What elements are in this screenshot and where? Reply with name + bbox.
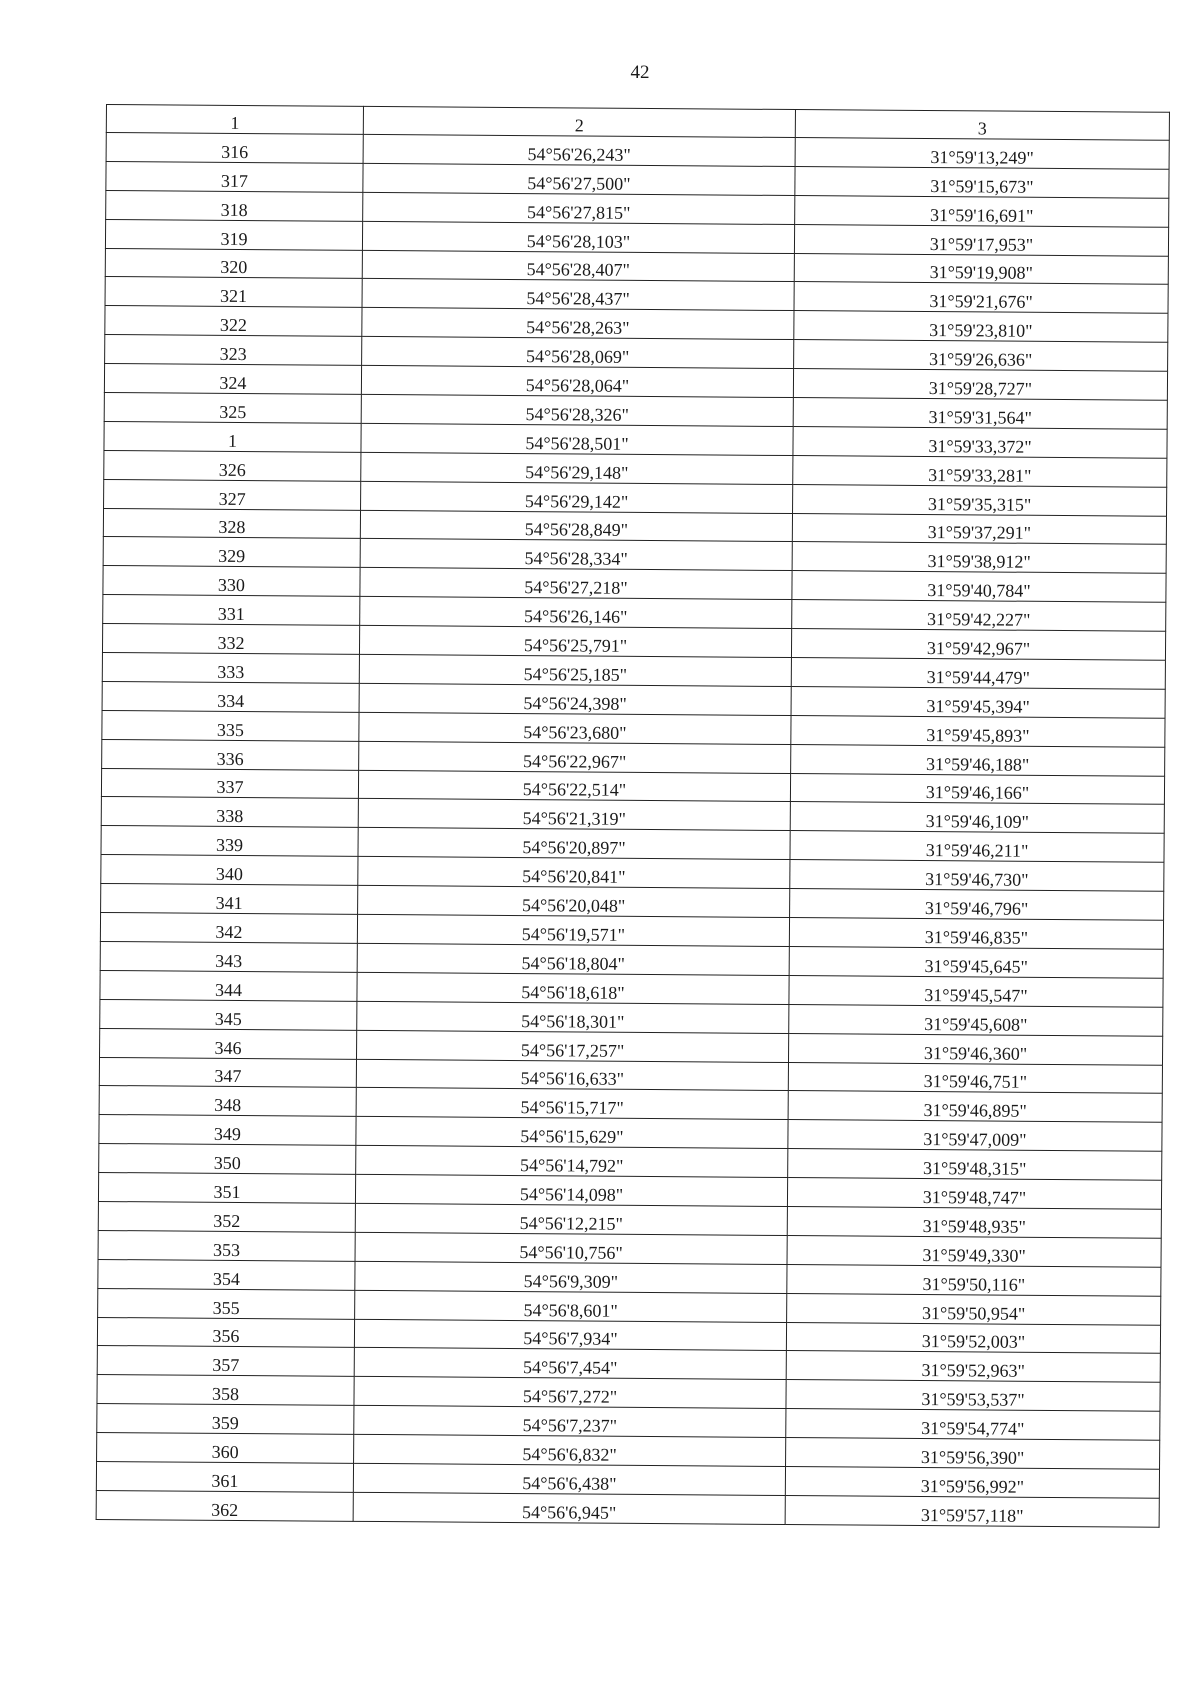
point-number-cell: 352 — [98, 1201, 355, 1232]
latitude-cell: 54°56'8,601" — [355, 1290, 787, 1322]
point-number-cell: 334 — [102, 681, 359, 712]
latitude-cell: 54°56'27,815" — [363, 192, 795, 224]
latitude-cell: 54°56'15,629" — [356, 1117, 788, 1149]
latitude-cell: 54°56'7,237" — [354, 1406, 786, 1438]
latitude-cell: 54°56'20,897" — [358, 828, 790, 860]
latitude-cell: 54°56'25,791" — [359, 626, 791, 658]
longitude-cell: 31°59'17,953" — [794, 224, 1168, 256]
longitude-cell: 31°59'46,360" — [788, 1033, 1162, 1065]
point-number-cell: 319 — [105, 219, 362, 250]
latitude-cell: 54°56'28,064" — [361, 366, 793, 398]
point-number-cell: 359 — [97, 1404, 354, 1435]
longitude-cell: 31°59'19,908" — [794, 253, 1168, 285]
point-number-cell: 320 — [105, 248, 362, 279]
table-body — [96, 133, 1169, 1528]
latitude-cell: 54°56'28,501" — [361, 423, 793, 455]
latitude-cell: 54°56'20,048" — [358, 886, 790, 918]
longitude-cell: 31°59'28,727" — [793, 369, 1167, 401]
longitude-cell: 31°59'52,963" — [786, 1351, 1160, 1383]
longitude-cell: 31°59'42,227" — [792, 600, 1166, 632]
longitude-cell: 31°59'48,935" — [787, 1206, 1161, 1238]
point-number-cell: 341 — [101, 884, 358, 915]
longitude-cell: 31°59'46,796" — [790, 889, 1164, 921]
coordinates-table — [96, 104, 1170, 1528]
point-number-cell: 360 — [97, 1433, 354, 1464]
latitude-cell: 54°56'28,849" — [360, 510, 792, 542]
column-header-number: 1 — [106, 105, 363, 135]
point-number-cell: 1 — [104, 421, 361, 452]
point-number-cell: 343 — [100, 941, 357, 972]
point-number-cell: 318 — [106, 190, 363, 221]
longitude-cell: 31°59'46,895" — [788, 1091, 1162, 1123]
longitude-cell: 31°59'50,116" — [787, 1264, 1161, 1296]
point-number-cell: 338 — [101, 797, 358, 828]
latitude-cell: 54°56'12,215" — [355, 1203, 787, 1235]
longitude-cell: 31°59'46,751" — [788, 1062, 1162, 1094]
longitude-cell: 31°59'46,109" — [790, 802, 1164, 834]
longitude-cell: 31°59'13,249" — [795, 138, 1169, 170]
column-header-longitude: 3 — [795, 110, 1169, 141]
point-number-cell: 350 — [99, 1144, 356, 1175]
point-number-cell: 316 — [106, 133, 363, 164]
point-number-cell: 354 — [98, 1259, 355, 1290]
latitude-cell: 54°56'19,571" — [357, 914, 789, 946]
longitude-cell: 31°59'56,390" — [786, 1438, 1160, 1470]
point-number-cell: 335 — [102, 710, 359, 741]
latitude-cell: 54°56'28,263" — [362, 308, 794, 340]
point-number-cell: 355 — [98, 1288, 355, 1319]
latitude-cell: 54°56'28,103" — [362, 221, 794, 253]
point-number-cell: 358 — [97, 1375, 354, 1406]
point-number-cell: 348 — [99, 1086, 356, 1117]
point-number-cell: 323 — [105, 335, 362, 366]
latitude-cell: 54°56'7,454" — [354, 1348, 786, 1380]
longitude-cell: 31°59'33,281" — [793, 455, 1167, 487]
latitude-cell: 54°56'27,500" — [363, 163, 795, 195]
latitude-cell: 54°56'21,319" — [358, 799, 790, 831]
longitude-cell: 31°59'50,954" — [787, 1293, 1161, 1325]
latitude-cell: 54°56'18,804" — [357, 943, 789, 975]
latitude-cell: 54°56'24,398" — [359, 683, 791, 715]
longitude-cell: 31°59'26,636" — [794, 340, 1168, 372]
longitude-cell: 31°59'45,893" — [791, 715, 1165, 747]
latitude-cell: 54°56'18,301" — [357, 1001, 789, 1033]
point-number-cell: 351 — [98, 1173, 355, 1204]
point-number-cell: 361 — [96, 1461, 353, 1492]
point-number-cell: 347 — [99, 1057, 356, 1088]
longitude-cell: 31°59'31,564" — [793, 398, 1167, 430]
latitude-cell: 54°56'28,334" — [360, 539, 792, 571]
latitude-cell: 54°56'22,967" — [359, 741, 791, 773]
longitude-cell: 31°59'45,645" — [789, 946, 1163, 978]
longitude-cell: 31°59'45,608" — [789, 1004, 1163, 1036]
point-number-cell: 349 — [99, 1115, 356, 1146]
page-number: 42 — [630, 62, 650, 83]
latitude-cell: 54°56'9,309" — [355, 1261, 787, 1293]
point-number-cell: 339 — [101, 826, 358, 857]
longitude-cell: 31°59'48,747" — [787, 1178, 1161, 1210]
latitude-cell: 54°56'6,832" — [354, 1434, 786, 1466]
point-number-cell: 333 — [102, 653, 359, 684]
latitude-cell: 54°56'27,218" — [360, 568, 792, 600]
latitude-cell: 54°56'28,326" — [361, 394, 793, 426]
latitude-cell: 54°56'18,618" — [357, 972, 789, 1004]
latitude-cell: 54°56'6,438" — [353, 1463, 785, 1495]
point-number-cell: 327 — [104, 479, 361, 510]
longitude-cell: 31°59'44,479" — [791, 658, 1165, 690]
column-header-latitude: 2 — [363, 106, 795, 137]
longitude-cell: 31°59'47,009" — [788, 1120, 1162, 1152]
latitude-cell: 54°56'26,146" — [360, 597, 792, 629]
point-number-cell: 321 — [105, 277, 362, 308]
longitude-cell: 31°59'54,774" — [786, 1409, 1160, 1441]
point-number-cell: 342 — [100, 913, 357, 944]
longitude-cell: 31°59'35,315" — [793, 484, 1167, 516]
point-number-cell: 337 — [101, 768, 358, 799]
point-number-cell: 328 — [103, 508, 360, 539]
point-number-cell: 330 — [103, 566, 360, 597]
longitude-cell: 31°59'40,784" — [792, 571, 1166, 603]
latitude-cell: 54°56'17,257" — [357, 1030, 789, 1062]
longitude-cell: 31°59'52,003" — [786, 1322, 1160, 1354]
longitude-cell: 31°59'23,810" — [794, 311, 1168, 343]
latitude-cell: 54°56'15,717" — [356, 1088, 788, 1120]
longitude-cell: 31°59'46,188" — [791, 744, 1165, 776]
point-number-cell: 356 — [97, 1317, 354, 1348]
latitude-cell: 54°56'10,756" — [355, 1232, 787, 1264]
longitude-cell: 31°59'38,912" — [792, 542, 1166, 574]
point-number-cell: 325 — [104, 393, 361, 424]
point-number-cell: 346 — [100, 1028, 357, 1059]
point-number-cell: 340 — [101, 855, 358, 886]
latitude-cell: 54°56'29,142" — [361, 481, 793, 513]
latitude-cell: 54°56'7,934" — [354, 1319, 786, 1351]
point-number-cell: 362 — [96, 1490, 353, 1521]
longitude-cell: 31°59'42,967" — [791, 629, 1165, 661]
latitude-cell: 54°56'28,069" — [362, 337, 794, 369]
longitude-cell: 31°59'46,730" — [790, 860, 1164, 892]
latitude-cell: 54°56'28,437" — [362, 279, 794, 311]
longitude-cell: 31°59'57,118" — [785, 1495, 1159, 1527]
longitude-cell: 31°59'45,394" — [791, 686, 1165, 718]
latitude-cell: 54°56'16,633" — [356, 1059, 788, 1091]
latitude-cell: 54°56'25,185" — [359, 654, 791, 686]
latitude-cell: 54°56'14,792" — [356, 1146, 788, 1178]
longitude-cell: 31°59'33,372" — [793, 426, 1167, 458]
longitude-cell: 31°59'53,537" — [786, 1380, 1160, 1412]
point-number-cell: 331 — [103, 595, 360, 626]
point-number-cell: 332 — [102, 624, 359, 655]
longitude-cell: 31°59'46,211" — [790, 831, 1164, 863]
point-number-cell: 317 — [106, 161, 363, 192]
latitude-cell: 54°56'14,098" — [355, 1174, 787, 1206]
longitude-cell: 31°59'37,291" — [792, 513, 1166, 545]
longitude-cell: 31°59'49,330" — [787, 1235, 1161, 1267]
point-number-cell: 329 — [103, 537, 360, 568]
latitude-cell: 54°56'29,148" — [361, 452, 793, 484]
longitude-cell: 31°59'56,992" — [785, 1466, 1159, 1498]
latitude-cell: 54°56'20,841" — [358, 857, 790, 889]
longitude-cell: 31°59'16,691" — [795, 195, 1169, 227]
point-number-cell: 353 — [98, 1230, 355, 1261]
point-number-cell: 324 — [104, 364, 361, 395]
latitude-cell: 54°56'6,945" — [353, 1492, 785, 1524]
point-number-cell: 322 — [105, 306, 362, 337]
longitude-cell: 31°59'21,676" — [794, 282, 1168, 314]
longitude-cell: 31°59'48,315" — [788, 1149, 1162, 1181]
longitude-cell: 31°59'15,673" — [795, 166, 1169, 198]
latitude-cell: 54°56'7,272" — [354, 1377, 786, 1409]
point-number-cell: 326 — [104, 450, 361, 481]
point-number-cell: 357 — [97, 1346, 354, 1377]
point-number-cell: 345 — [100, 999, 357, 1030]
longitude-cell: 31°59'45,547" — [789, 975, 1163, 1007]
latitude-cell: 54°56'28,407" — [362, 250, 794, 282]
point-number-cell: 344 — [100, 970, 357, 1001]
point-number-cell: 336 — [102, 739, 359, 770]
latitude-cell: 54°56'22,514" — [358, 770, 790, 802]
longitude-cell: 31°59'46,835" — [789, 918, 1163, 950]
longitude-cell: 31°59'46,166" — [790, 773, 1164, 805]
latitude-cell: 54°56'23,680" — [359, 712, 791, 744]
latitude-cell: 54°56'26,243" — [363, 134, 795, 166]
